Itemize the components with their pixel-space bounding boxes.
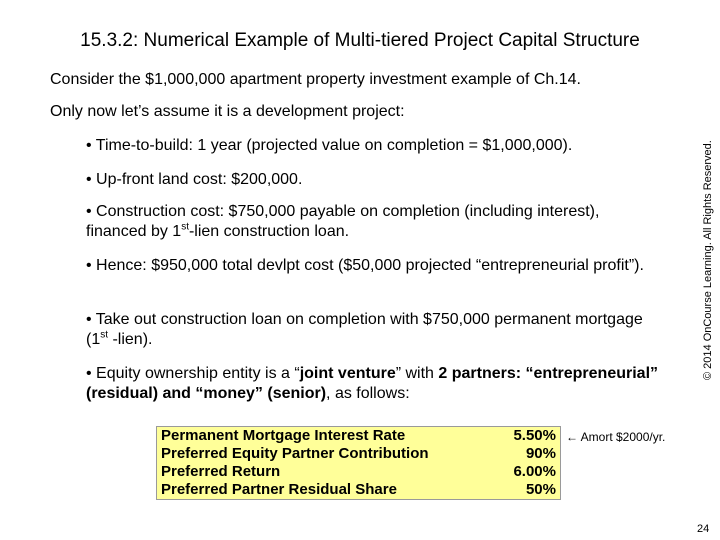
- superscript-st: st: [181, 221, 189, 233]
- page-number: 24: [697, 523, 710, 535]
- bullet-equity-text-mid: ” with: [395, 365, 439, 382]
- left-arrow-icon: ←: [566, 430, 578, 444]
- term-value: 5.50%: [513, 427, 556, 444]
- amort-note: Amort $2000/yr.: [580, 430, 666, 444]
- term-label: Permanent Mortgage Interest Rate: [161, 427, 406, 444]
- bullet-take-out-text-end: -lien).: [108, 331, 153, 348]
- table-row: [157, 481, 561, 500]
- bullet-construction-cost: [86, 202, 661, 242]
- copyright-notice: © 2014 OnCourse Learning. All Rights Reserved.: [702, 140, 714, 380]
- bullet-total-cost: • Hence: $950,000 total devlpt cost ($50,000 projected “entrepreneurial profit”).: [86, 257, 644, 274]
- bullet-construction-text-end: -lien construction loan.: [188, 223, 350, 240]
- bullet-time-to-build: • Time-to-build: 1 year (projected value on completion = $1,000,000).: [86, 137, 573, 154]
- term-label: Preferred Partner Residual Share: [161, 481, 397, 498]
- bullet-equity-text: • Equity ownership entity is a “: [86, 365, 300, 382]
- table-row: [157, 427, 561, 446]
- amort-annotation: [566, 430, 665, 444]
- term-value: 6.00%: [513, 463, 556, 480]
- page-title: 15.3.2: Numerical Example of Multi-tiered Project Capital Structure: [80, 30, 640, 51]
- table-row: [157, 445, 561, 463]
- bullet-take-out-text: • Take out construction loan on completion with $750,000 permanent mortgage (1: [86, 311, 643, 348]
- bullet-land-cost: • Up-front land cost: $200,000.: [86, 171, 303, 188]
- joint-venture-emphasis: joint venture: [299, 365, 396, 382]
- term-label: Preferred Equity Partner Contribution: [161, 445, 429, 462]
- partners-emphasis: 2 partners: “entrepreneurial” (residual) and “money” (senior): [86, 365, 659, 402]
- intro-line-2: Only now let’s assume it is a development project:: [50, 103, 405, 120]
- term-value: 90%: [525, 445, 556, 462]
- bullet-take-out-loan: [86, 310, 661, 350]
- bullet-construction-text: • Construction cost: $750,000 payable on completion (including interest), financed by 1: [86, 203, 600, 240]
- bullet-equity-text-end: , as follows:: [326, 385, 410, 402]
- bullet-equity-ownership: [86, 364, 661, 404]
- table-row: [157, 463, 561, 481]
- superscript-st: st: [100, 329, 109, 341]
- term-label: Preferred Return: [161, 463, 281, 480]
- capital-terms-table: [156, 426, 561, 500]
- intro-line-1: Consider the $1,000,000 apartment property investment example of Ch.14.: [50, 71, 581, 88]
- term-value: 50%: [525, 481, 556, 498]
